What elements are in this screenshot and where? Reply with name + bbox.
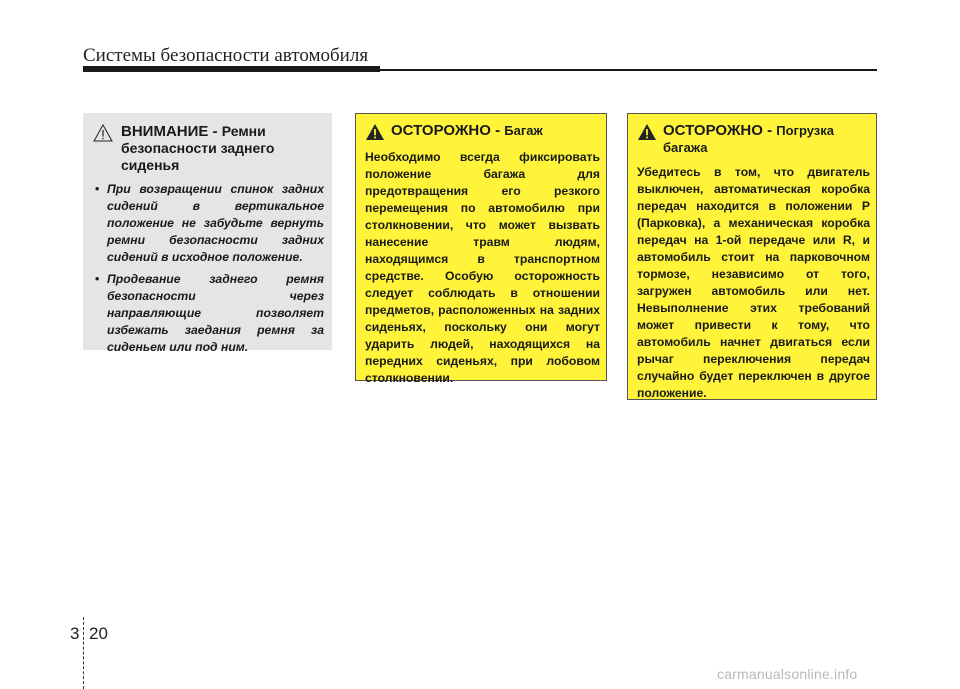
- warning-title-sub: Багаж: [504, 123, 543, 138]
- list-item: • Продевание заднего ремня безопасности через направляющие позволяет избежать заедания ремня за сиденьем или под ним.: [93, 271, 324, 356]
- chapter-number: 3: [70, 624, 80, 643]
- caution-title-main: ВНИМАНИЕ -: [121, 123, 218, 140]
- caution-box-header: [93, 123, 324, 174]
- warning-box-body: Убедитесь в том, что двигатель выключен, автоматическая коробка передач находится в положении P (Парковка), а механическая коробка передач на 1-ой передаче или R, и автомобиль стоит на парковочном тормозе, независимо от того, загружен автомобиль или нет. Невыполнение этих требований может привести к тому, что автомобиль начнет двигаться если рычаг переключения передач случайно будет переключен в другое положение.: [637, 165, 870, 400]
- warning-box-body: Необходимо всегда фиксировать положение багажа для предотвращения его резкого перемещения по автомобилю при столкновении, что может вызвать нанесение травм людям, находящимся в транспортном средстве. Особую осторожность следует соблюдать в отношении предметов, расположенных на задних сиденьях, поскольку они могут ударить людей, находящихся на передних сиденьях, при лобовом столкновении.: [365, 150, 600, 385]
- page-header-title: Системы безопасности автомобиля: [83, 45, 369, 66]
- page-number: 20: [89, 624, 108, 643]
- warning-filled-icon: [637, 123, 657, 141]
- caution-box-title: [121, 123, 324, 174]
- warning-box-title: [391, 122, 543, 139]
- warning-triangle-icon: [93, 124, 113, 142]
- warning-box-header: [365, 122, 600, 141]
- warning-title-main: ОСТОРОЖНО -: [391, 122, 501, 139]
- warning-filled-icon: [365, 123, 385, 141]
- watermark: carmanualsonline.info: [717, 666, 858, 682]
- caution-bullet-list: [93, 181, 324, 356]
- header-rule-thin: [380, 69, 877, 71]
- footer-divider: [83, 617, 84, 689]
- warning-box-header: [637, 122, 870, 156]
- warning-title-sub: Погрузка багажа: [663, 123, 834, 155]
- warning-box-loading-cargo: [627, 113, 877, 400]
- warning-title-main: ОСТОРОЖНО -: [663, 122, 773, 139]
- caution-title-sub: Ремни безопасности заднего сиденья: [121, 123, 275, 173]
- caution-box-seat-belts: [83, 113, 332, 354]
- list-item: • При возвращении спинок задних сидений в вертикальное положение не забудьте вернуть ремни безопасности задних сидений в исходное положение.: [93, 181, 324, 266]
- warning-box-title: [663, 122, 870, 156]
- header-rule-thick: [83, 66, 380, 72]
- warning-box-luggage: [355, 113, 607, 385]
